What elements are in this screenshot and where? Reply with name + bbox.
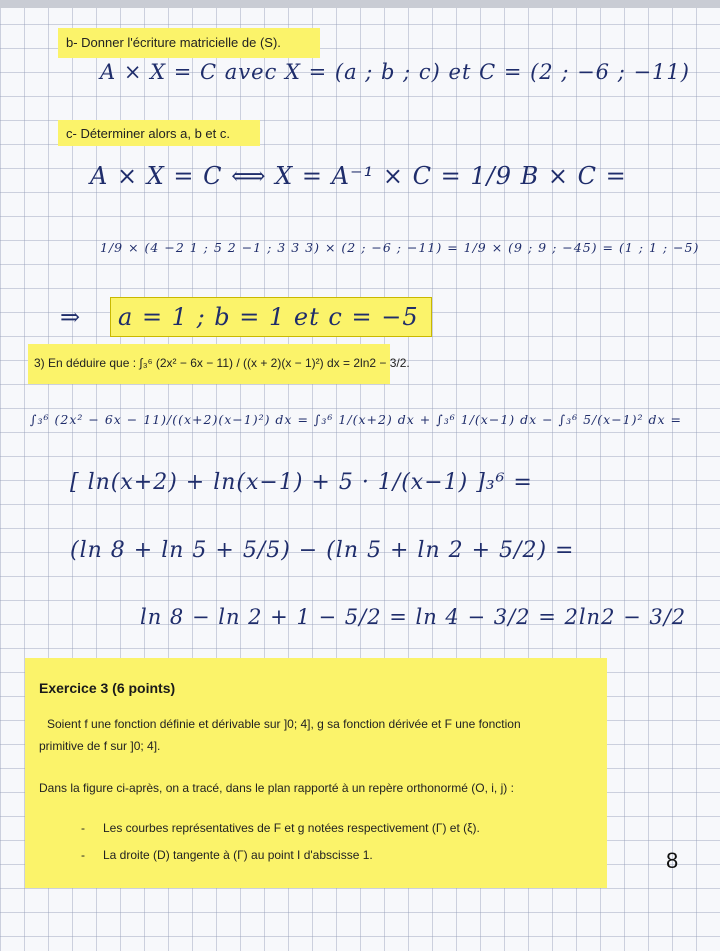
part-3-line1: ∫₃⁶ (2x² − 6x − 11)/((x+2)(x−1)²) dx = ∫₃⁶ 1/(x+2) dx + ∫₃⁶ 1/(x−1) dx − ∫₃⁶ 5/(x−1)² dx = [30, 412, 682, 427]
screen-top-edge [0, 0, 720, 8]
part-b-question: b- Donner l'écriture matricielle de (S). [66, 35, 281, 50]
part-c-result: a = 1 ; b = 1 et c = −5 [118, 303, 419, 331]
exercise-3-box [25, 658, 607, 888]
exercise-title: Exercice 3 (6 points) [39, 680, 176, 696]
part-3-line4: ln 8 − ln 2 + 1 − 5/2 = ln 4 − 3/2 = 2ln2 − 3/2 [140, 605, 687, 629]
part-c-question: c- Déterminer alors a, b et c. [66, 126, 230, 141]
part-3-line2: [ ln(x+2) + ln(x−1) + 5 · 1/(x−1) ]₃⁶ = [70, 470, 533, 495]
part-3-line3: (ln 8 + ln 5 + 5/5) − (ln 5 + ln 2 + 5/2) = [70, 538, 575, 563]
exercise-para1-line2: primitive de f sur ]0; 4]. [39, 739, 161, 753]
exercise-para1-line1: Soient f une fonction définie et dérivable sur ]0; 4], g sa fonction dérivée et F une fonction [47, 717, 521, 731]
exercise-bullet-2: - La droite (D) tangente à (Γ) au point I d'abscisse 1. [103, 848, 373, 862]
exercise-bullet-1: - Les courbes représentatives de F et g notées respectivement (Γ) et (ξ). [103, 821, 480, 835]
page-number: 8 [666, 848, 679, 873]
part-c-line1: A × X = C ⟺ X = A⁻¹ × C = 1/9 B × C = [90, 162, 627, 190]
part-3-question: 3) En déduire que : ∫₃⁶ (2x² − 6x − 11) / ((x + 2)(x − 1)²) dx = 2ln2 − 3/2. [34, 356, 410, 370]
arrow-icon: ⇒ [60, 303, 82, 331]
part-b-answer: A × X = C avec X = (a ; b ; c) et C = (2 ; −6 ; −11) [100, 60, 690, 84]
part-c-line2: 1/9 × (4 −2 1 ; 5 2 −1 ; 3 3 3) × (2 ; −6 ; −11) = 1/9 × (9 ; 9 ; −45) = (1 ; 1 ; −5) [100, 240, 700, 255]
exercise-para2: Dans la figure ci-après, on a tracé, dans le plan rapporté à un repère orthonormé (O, i, j) : [39, 781, 514, 795]
